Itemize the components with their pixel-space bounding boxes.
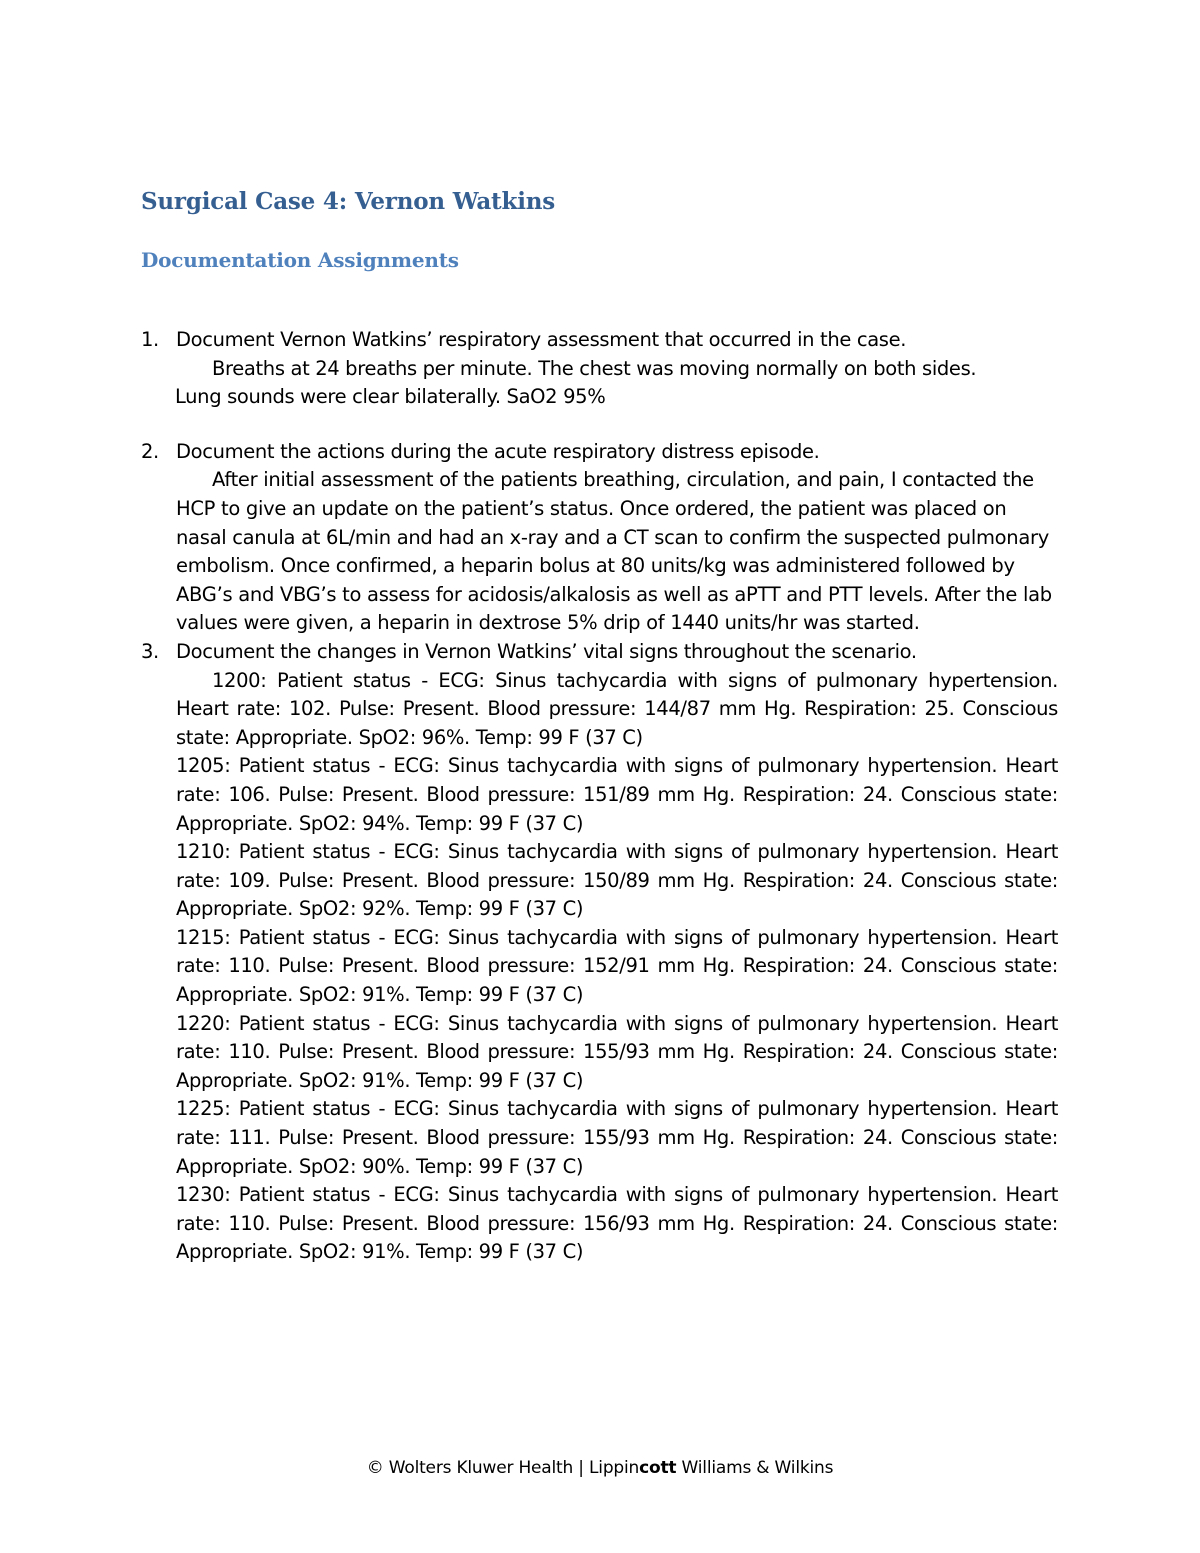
assignment-list — [0, 326, 1200, 1267]
item-number: 2. — [141, 439, 159, 463]
assignment-answer-line: Lung sounds were clear bilaterally. SaO2 95% — [175, 385, 606, 409]
assignment-answer: After initial assessment of the patients breathing, circulation, and pain, I contacted the HCP to give an update on the patient’s status. Once ordered, the patient was placed on nasal canula at 6L/min and had an x-ray and a CT scan to confirm the suspected pulmonary embolism. Once confirmed, a heparin bolus at 80 units/kg was administered followed by ABG’s and VBG’s to assess for acidosis/alkalosis as well as aPTT and PTT levels. After the lab values were given, a heparin in dextrose 5% drip of 1440 units/hr was started. — [176, 468, 1052, 635]
vital-signs-entry: 1215: Patient status - ECG: Sinus tachycardia with signs of pulmonary hypertension. Heart rate: 110. Pulse: Present. Blood pressure: 152/91 mm Hg. Respiration: 24. Conscious state: Appropriate. SpO2: 91%. Temp: 99 F (37 C) — [176, 925, 1058, 1007]
vital-signs-entry: 1205: Patient status - ECG: Sinus tachycardia with signs of pulmonary hypertension. Heart rate: 106. Pulse: Present. Blood pressure: 151/89 mm Hg. Respiration: 24. Conscious state: Appropriate. SpO2: 94%. Temp: 99 F (37 C) — [176, 754, 1058, 835]
item-number: 3. — [141, 639, 159, 663]
page-title: Surgical Case 4: Vernon Watkins — [141, 188, 555, 215]
section-heading: Documentation Assignments — [141, 248, 459, 272]
assignment-question: Document the changes in Vernon Watkins’ vital signs throughout the scenario. — [176, 639, 917, 663]
vital-signs-entry: 1210: Patient status - ECG: Sinus tachycardia with signs of pulmonary hypertension. Heart rate: 109. Pulse: Present. Blood pressure: 150/89 mm Hg. Respiration: 24. Conscious state: Appropriate. SpO2: 92%. Temp: 99 F (37 C) — [176, 840, 1058, 921]
footer-text: © Wolters Kluwer Health | Lippin — [366, 1458, 640, 1478]
copyright-footer — [0, 1458, 1200, 1478]
assignment-question: Document the actions during the acute respiratory distress episode. — [176, 439, 820, 463]
assignment-answer-line: Breaths at 24 breaths per minute. The chest was moving normally on both sides. — [212, 356, 977, 380]
vital-signs-entry: 1225: Patient status - ECG: Sinus tachycardia with signs of pulmonary hypertension. Heart rate: 111. Pulse: Present. Blood pressure: 155/93 mm Hg. Respiration: 24. Conscious state: Appropriate. SpO2: 90%. Temp: 99 F (37 C) — [176, 1097, 1058, 1178]
vital-signs-entry: 1200: Patient status - ECG: Sinus tachycardia with signs of pulmonary hypertension. Heart rate: 102. Pulse: Present. Blood pressure: 144/87 mm Hg. Respiration: 25. Conscious state: Appropriate. SpO2: 96%. Temp: 99 F (37 C) — [176, 668, 1058, 749]
assignment-question: Document Vernon Watkins’ respiratory assessment that occurred in the case. — [176, 328, 907, 351]
footer-text-bold: cott — [639, 1458, 677, 1478]
assignment-item-2 — [0, 438, 1058, 638]
assignment-item-3 — [0, 638, 1058, 1267]
vital-signs-log — [176, 667, 1058, 1267]
vital-signs-entry: 1230: Patient status - ECG: Sinus tachycardia with signs of pulmonary hypertension. Heart rate: 110. Pulse: Present. Blood pressure: 156/93 mm Hg. Respiration: 24. Conscious state: Appropriate. SpO2: 91%. Temp: 99 F (37 C) — [176, 1183, 1058, 1264]
item-number: 1. — [141, 328, 159, 351]
assignment-item-1 — [0, 326, 1058, 412]
vital-signs-entry: 1220: Patient status - ECG: Sinus tachycardia with signs of pulmonary hypertension. Heart rate: 110. Pulse: Present. Blood pressure: 155/93 mm Hg. Respiration: 24. Conscious state: Appropriate. SpO2: 91%. Temp: 99 F (37 C) — [176, 1011, 1058, 1092]
footer-text: Williams & Wilkins — [676, 1458, 834, 1478]
